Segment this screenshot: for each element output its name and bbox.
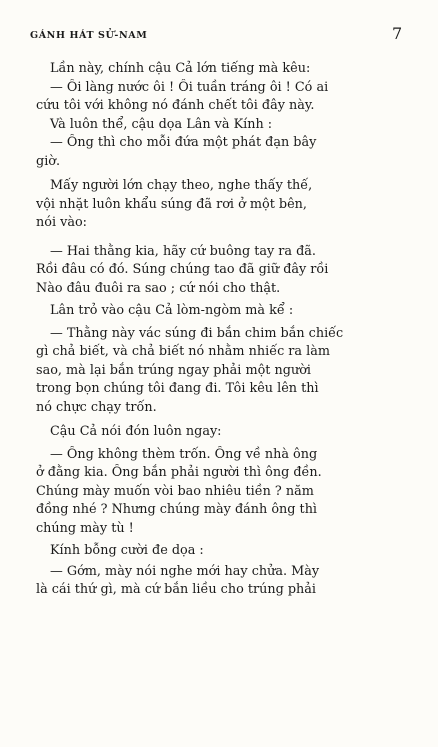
paragraph bbox=[36, 134, 400, 171]
paragraph bbox=[36, 542, 400, 561]
paragraph bbox=[36, 446, 400, 539]
text-line: — Ông không thèm trốn. Ông về nhà ông bbox=[50, 446, 318, 462]
paragraph bbox=[36, 423, 400, 442]
paragraph bbox=[36, 325, 400, 418]
text-line: — Ông thì cho mỗi đứa một phát đạn bây bbox=[50, 135, 317, 150]
paragraph bbox=[36, 302, 400, 321]
paragraph bbox=[36, 243, 400, 299]
paragraph bbox=[36, 563, 400, 600]
text-line: ở đằng kia. Ông bắn phải người thì ông đền. bbox=[36, 465, 322, 480]
text-line: sao, mà lại bắn trúng ngay phải một người bbox=[36, 362, 311, 378]
text-line: gì chả biết, và chả biết nó nhằm nhiếc ra làm bbox=[36, 344, 330, 359]
text-line: Nào đâu đuôi ra sao ; cứ nói cho thật. bbox=[36, 280, 281, 296]
text-line: Cậu Cả nói đón luôn ngay: bbox=[50, 424, 222, 439]
text-line: nó chực chạy trốn. bbox=[36, 399, 157, 415]
text-line: Rồi đâu có đó. Súng chúng tao đã giữ đây rồi bbox=[36, 262, 329, 277]
text-line: Chúng mày muốn vòi bao nhiêu tiền ? năm bbox=[36, 483, 314, 499]
paragraph bbox=[36, 60, 400, 79]
text-line: đồng nhé ? Nhưng chúng mày đánh ông thì bbox=[36, 502, 318, 517]
text-line: là cái thứ gì, mà cứ bắn liều cho trúng phải bbox=[36, 582, 317, 597]
paragraph bbox=[36, 116, 400, 135]
text-line: — Thằng này vác súng đi bắn chim bắn chiếc bbox=[50, 325, 344, 341]
body-text bbox=[36, 60, 400, 600]
text-line: chúng mày tù ! bbox=[36, 520, 134, 536]
page-number: 7 bbox=[392, 24, 403, 43]
text-line: cứu tôi với không nó đánh chết tôi đây này. bbox=[36, 98, 315, 113]
text-line: Lân trỏ vào cậu Cả lòm-ngòm mà kể : bbox=[50, 303, 294, 318]
paragraph bbox=[36, 177, 400, 233]
text-line: nói vào: bbox=[36, 215, 87, 230]
text-line: vội nhặt luôn khẩu súng đã rơi ở một bên, bbox=[36, 196, 307, 212]
text-line: — Ối làng nước ôi ! Ối tuần tráng ôi ! Có ai bbox=[50, 79, 329, 95]
text-line: — Gớm, mày nói nghe mới hay chửa. Mày bbox=[50, 563, 320, 579]
text-line: — Hai thằng kia, hãy cứ buông tay ra đã. bbox=[50, 243, 316, 259]
text-line: Kính bỗng cười đe dọa : bbox=[50, 543, 204, 558]
running-header: GÁNH HÁT SỬ-NAM bbox=[30, 30, 148, 41]
text-line: Lần này, chính cậu Cả lớn tiếng mà kêu: bbox=[50, 61, 311, 76]
text-line: giờ. bbox=[36, 153, 61, 169]
paragraph bbox=[36, 79, 400, 116]
text-line: Mấy người lớn chạy theo, nghe thấy thế, bbox=[50, 178, 313, 193]
paragraph-gap bbox=[36, 233, 400, 243]
text-line: trong bọn chúng tôi đang đi. Tôi kêu lên thì bbox=[36, 381, 319, 396]
text-line: Và luôn thể, cậu dọa Lân và Kính : bbox=[50, 116, 273, 132]
